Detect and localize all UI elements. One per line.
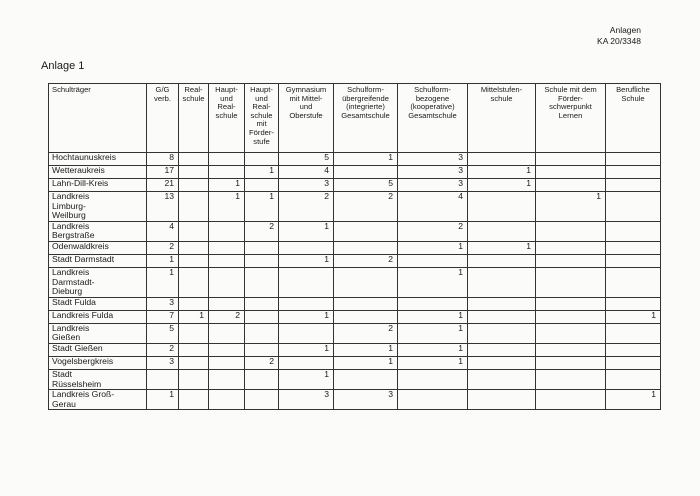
count-cell: 2 (334, 192, 398, 222)
column-header: Haupt- und Real- schule (209, 84, 245, 153)
count-cell (606, 297, 661, 310)
count-cell (245, 179, 279, 192)
count-cell (468, 267, 536, 297)
count-cell: 1 (147, 390, 179, 410)
count-cell (468, 254, 536, 267)
count-cell: 1 (398, 343, 468, 356)
count-cell (209, 254, 245, 267)
count-cell (245, 343, 279, 356)
document-reference (597, 25, 641, 47)
count-cell (179, 369, 209, 389)
count-cell (279, 241, 334, 254)
count-cell: 3 (398, 179, 468, 192)
count-cell: 1 (245, 192, 279, 222)
school-authority-cell: Hochtaunuskreis (49, 153, 147, 166)
count-cell (334, 297, 398, 310)
count-cell (606, 241, 661, 254)
count-cell: 1 (398, 267, 468, 297)
count-cell (179, 166, 209, 179)
count-cell (606, 323, 661, 343)
count-cell (209, 221, 245, 241)
count-cell (179, 254, 209, 267)
count-cell (209, 390, 245, 410)
count-cell (245, 310, 279, 323)
count-cell (334, 241, 398, 254)
table-row (49, 254, 661, 267)
count-cell: 1 (209, 192, 245, 222)
count-cell: 1 (334, 153, 398, 166)
count-cell: 1 (279, 254, 334, 267)
count-cell: 2 (334, 254, 398, 267)
column-header: Berufliche Schule (606, 84, 661, 153)
count-cell (179, 179, 209, 192)
count-cell (334, 267, 398, 297)
count-cell (536, 356, 606, 369)
count-cell (536, 310, 606, 323)
count-cell (209, 297, 245, 310)
column-header: Real- schule (179, 84, 209, 153)
count-cell (606, 221, 661, 241)
count-cell (536, 323, 606, 343)
school-authority-cell: Stadt Gießen (49, 343, 147, 356)
count-cell (606, 166, 661, 179)
count-cell: 1 (279, 310, 334, 323)
count-cell (606, 179, 661, 192)
count-cell (179, 390, 209, 410)
count-cell (398, 390, 468, 410)
count-cell (209, 343, 245, 356)
count-cell: 1 (606, 390, 661, 410)
count-cell: 1 (334, 343, 398, 356)
count-cell (536, 390, 606, 410)
count-cell (245, 369, 279, 389)
count-cell (398, 254, 468, 267)
count-cell (334, 369, 398, 389)
count-cell (245, 323, 279, 343)
column-header: Gymnasium mit Mittel- und Oberstufe (279, 84, 334, 153)
count-cell (536, 221, 606, 241)
count-cell: 2 (334, 323, 398, 343)
count-cell (179, 343, 209, 356)
count-cell: 2 (209, 310, 245, 323)
annex-heading: Anlagen (609, 25, 641, 35)
column-header: G/G verb. (147, 84, 179, 153)
school-authority-cell: Odenwaldkreis (49, 241, 147, 254)
count-cell (245, 241, 279, 254)
count-cell (606, 153, 661, 166)
count-cell (334, 166, 398, 179)
count-cell: 1 (245, 166, 279, 179)
count-cell (468, 323, 536, 343)
count-cell: 1 (179, 310, 209, 323)
count-cell (468, 343, 536, 356)
count-cell (606, 356, 661, 369)
count-cell (468, 369, 536, 389)
count-cell: 1 (147, 254, 179, 267)
count-cell (179, 356, 209, 369)
count-cell: 8 (147, 153, 179, 166)
school-authority-cell: Landkreis Groß- Gerau (49, 390, 147, 410)
count-cell (245, 267, 279, 297)
count-cell (468, 192, 536, 222)
column-header: Mittelstufen- schule (468, 84, 536, 153)
table-row (49, 369, 661, 389)
count-cell (147, 369, 179, 389)
count-cell (468, 390, 536, 410)
count-cell (468, 310, 536, 323)
count-cell: 1 (279, 221, 334, 241)
count-cell: 3 (334, 390, 398, 410)
table-body (49, 153, 661, 410)
count-cell (279, 267, 334, 297)
count-cell (179, 241, 209, 254)
count-cell (536, 369, 606, 389)
column-header: Schulform- bezogene (kooperative) Gesamtschule (398, 84, 468, 153)
school-authority-cell: Wetteraukreis (49, 166, 147, 179)
count-cell: 13 (147, 192, 179, 222)
count-cell (334, 310, 398, 323)
column-header: Haupt- und Real- schule mit Förder- stufe (245, 84, 279, 153)
count-cell (209, 153, 245, 166)
count-cell (179, 297, 209, 310)
school-authority-cell: Stadt Darmstadt (49, 254, 147, 267)
count-cell: 1 (279, 369, 334, 389)
count-cell (398, 369, 468, 389)
school-authority-cell: Stadt Fulda (49, 297, 147, 310)
count-cell (536, 153, 606, 166)
count-cell: 17 (147, 166, 179, 179)
count-cell: 2 (398, 221, 468, 241)
count-cell: 5 (147, 323, 179, 343)
count-cell: 2 (245, 221, 279, 241)
count-cell: 1 (468, 166, 536, 179)
table-row (49, 192, 661, 222)
school-table (48, 83, 661, 410)
count-cell: 5 (334, 179, 398, 192)
count-cell (536, 166, 606, 179)
count-cell (606, 267, 661, 297)
count-cell (209, 369, 245, 389)
count-cell: 4 (398, 192, 468, 222)
count-cell (179, 323, 209, 343)
column-header: Schulform- übergreifende (integrierte) Gesamtschule (334, 84, 398, 153)
count-cell (279, 356, 334, 369)
school-authority-cell: Landkreis Darmstadt- Dieburg (49, 267, 147, 297)
count-cell (606, 343, 661, 356)
count-cell: 21 (147, 179, 179, 192)
count-cell (245, 297, 279, 310)
school-authority-cell: Lahn-Dill-Kreis (49, 179, 147, 192)
count-cell: 1 (606, 310, 661, 323)
table-row (49, 166, 661, 179)
count-cell (334, 221, 398, 241)
count-cell: 4 (279, 166, 334, 179)
count-cell: 1 (398, 323, 468, 343)
count-cell (179, 221, 209, 241)
count-cell (468, 221, 536, 241)
count-cell (606, 254, 661, 267)
table-row (49, 323, 661, 343)
document-number: KA 20/3348 (597, 36, 641, 46)
count-cell: 3 (398, 166, 468, 179)
count-cell (279, 323, 334, 343)
table-row (49, 179, 661, 192)
count-cell (536, 297, 606, 310)
count-cell (468, 153, 536, 166)
count-cell (468, 356, 536, 369)
count-cell: 1 (398, 356, 468, 369)
count-cell (179, 153, 209, 166)
table-row (49, 241, 661, 254)
count-cell (279, 297, 334, 310)
count-cell (536, 254, 606, 267)
count-cell: 1 (279, 343, 334, 356)
count-cell (245, 254, 279, 267)
table-row (49, 267, 661, 297)
count-cell (536, 343, 606, 356)
count-cell (398, 297, 468, 310)
count-cell: 1 (209, 179, 245, 192)
count-cell: 2 (279, 192, 334, 222)
count-cell (245, 390, 279, 410)
table-row (49, 390, 661, 410)
school-authority-cell: Landkreis Gießen (49, 323, 147, 343)
school-authority-cell: Landkreis Bergstraße (49, 221, 147, 241)
count-cell: 1 (334, 356, 398, 369)
count-cell: 1 (468, 179, 536, 192)
school-authority-cell: Landkreis Limburg- Weilburg (49, 192, 147, 222)
count-cell: 4 (147, 221, 179, 241)
count-cell: 1 (398, 310, 468, 323)
count-cell (209, 267, 245, 297)
count-cell: 3 (147, 356, 179, 369)
column-header: Schule mit dem Förder- schwerpunkt Lernen (536, 84, 606, 153)
count-cell: 7 (147, 310, 179, 323)
count-cell: 2 (245, 356, 279, 369)
table-row (49, 343, 661, 356)
count-cell (209, 323, 245, 343)
count-cell: 3 (279, 179, 334, 192)
count-cell (209, 356, 245, 369)
count-cell: 1 (398, 241, 468, 254)
count-cell: 2 (147, 241, 179, 254)
count-cell: 1 (147, 267, 179, 297)
count-cell: 1 (536, 192, 606, 222)
count-cell (536, 179, 606, 192)
count-cell (606, 369, 661, 389)
table-header-row (49, 84, 661, 153)
count-cell: 3 (398, 153, 468, 166)
count-cell (536, 241, 606, 254)
table-row (49, 297, 661, 310)
count-cell (536, 267, 606, 297)
count-cell: 3 (147, 297, 179, 310)
page-label: Anlage 1 (41, 60, 85, 72)
table-row (49, 221, 661, 241)
count-cell (245, 153, 279, 166)
school-authority-cell: Stadt Rüsselsheim (49, 369, 147, 389)
school-authority-cell: Landkreis Fulda (49, 310, 147, 323)
count-cell: 1 (468, 241, 536, 254)
count-cell: 3 (279, 390, 334, 410)
table-row (49, 153, 661, 166)
count-cell: 5 (279, 153, 334, 166)
count-cell (209, 241, 245, 254)
count-cell: 2 (147, 343, 179, 356)
count-cell (209, 166, 245, 179)
count-cell (179, 267, 209, 297)
count-cell (468, 297, 536, 310)
table-row (49, 310, 661, 323)
school-authority-cell: Vogelsbergkreis (49, 356, 147, 369)
count-cell (179, 192, 209, 222)
count-cell (606, 192, 661, 222)
column-header: Schulträger (49, 84, 147, 153)
table-row (49, 356, 661, 369)
